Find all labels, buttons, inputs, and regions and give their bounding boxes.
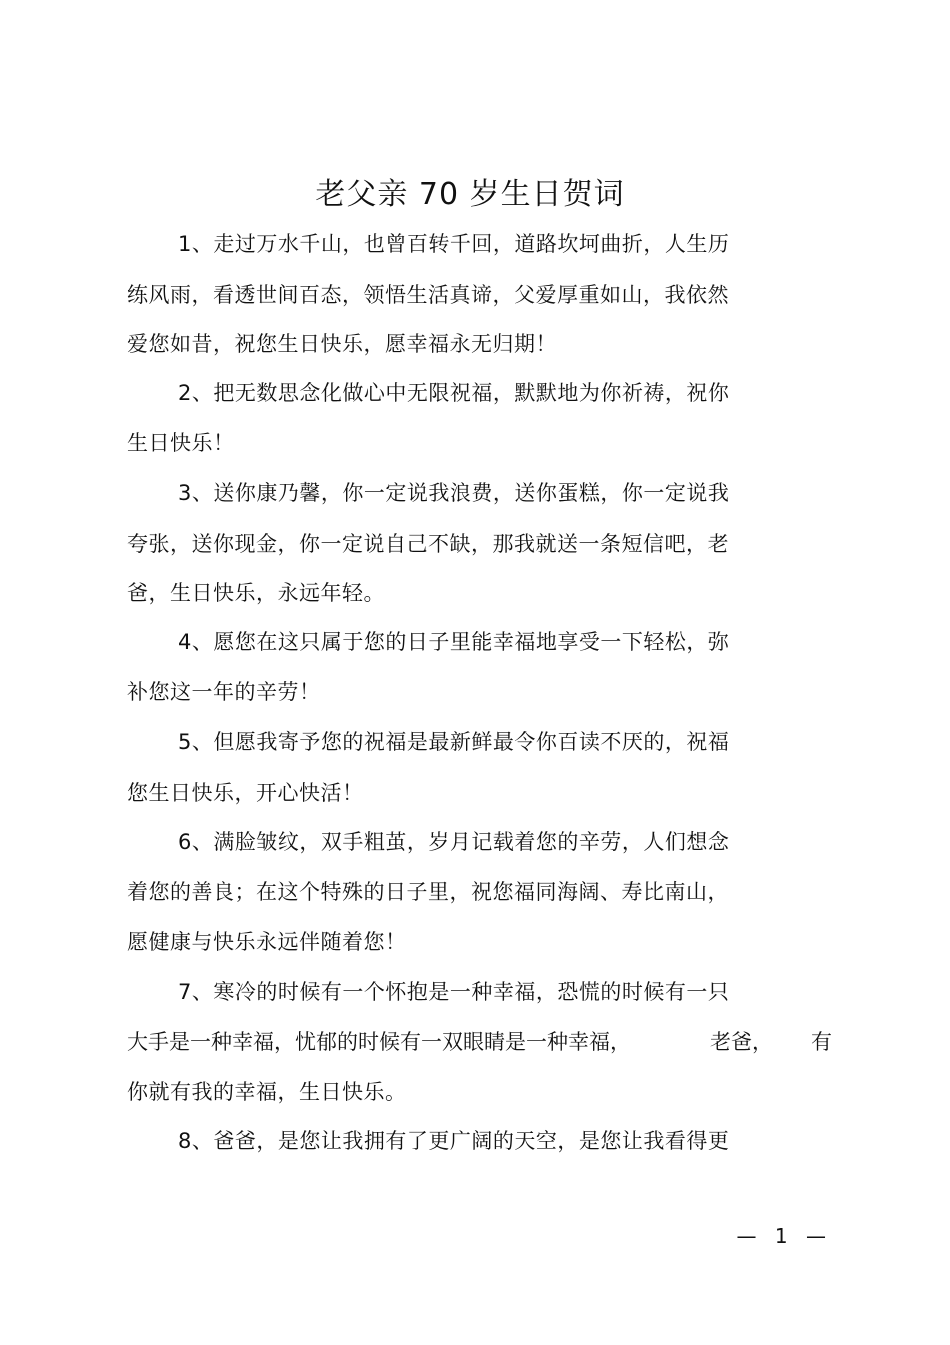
paragraph-7-line-2-text: 大手是一种幸福，忧郁的时候有一双眼睛是一种幸福， (127, 1030, 631, 1054)
paragraph-1-line-2: 练风雨，看透世间百态，领悟生活真谛，父爱厚重如山，我依然 (127, 283, 729, 307)
paragraph-4-line-1: 4、愿您在这只属于您的日子里能幸福地享受一下轻松，弥 (178, 630, 730, 654)
paragraph-7-line-1: 7、寒冷的时候有一个怀抱是一种幸福，恐慌的时候有一只 (178, 980, 730, 1004)
paragraph-2-line-1: 2、把无数思念化做心中无限祝福，默默地为你祈祷，祝你 (178, 381, 730, 405)
paragraph-3-line-2: 夸张，送你现金，你一定说自己不缺，那我就送一条短信吧，老 (127, 532, 729, 556)
paragraph-3-line-1: 3、送你康乃馨，你一定说我浪费，送你蛋糕，你一定说我 (178, 481, 730, 505)
paragraph-4-line-2: 补您这一年的辛劳！ (127, 680, 321, 704)
paragraph-7-line-2 (127, 1027, 832, 1057)
paragraph-6-line-1: 6、满脸皱纹，双手粗茧，岁月记载着您的辛劳，人们想念 (178, 830, 730, 854)
paragraph-7-line-2-tail (710, 1027, 832, 1057)
paragraph-7-line-3: 你就有我的幸福，生日快乐。 (127, 1080, 407, 1104)
paragraph-7-line-2-fragment-b: 有 (811, 1030, 832, 1054)
paragraph-2-line-2: 生日快乐！ (127, 431, 235, 455)
paragraph-7-line-2-fragment-a: 老爸， (710, 1030, 773, 1054)
paragraph-5-line-1: 5、但愿我寄予您的祝福是最新鲜最令你百读不厌的，祝福 (178, 730, 730, 754)
paragraph-1-line-3: 爱您如昔，祝您生日快乐，愿幸福永无归期！ (127, 332, 557, 356)
paragraph-3-line-3: 爸，生日快乐，永远年轻。 (127, 581, 385, 605)
paragraph-1-line-1: 1、走过万水千山，也曾百转千回，道路坎坷曲折，人生历 (178, 232, 730, 256)
paragraph-6-line-3: 愿健康与快乐永远伴随着您！ (127, 930, 407, 954)
paragraph-6-line-2: 着您的善良；在这个特殊的日子里，祝您福同海阔、寿比南山， (127, 880, 729, 904)
page-number: — 1 — (736, 1224, 832, 1248)
paragraph-5-line-2: 您生日快乐，开心快活！ (127, 781, 364, 805)
paragraph-8-line-1: 8、爸爸，是您让我拥有了更广阔的天空，是您让我看得更 (178, 1129, 730, 1153)
document-title: 老父亲 70 岁生日贺词 (315, 177, 625, 212)
